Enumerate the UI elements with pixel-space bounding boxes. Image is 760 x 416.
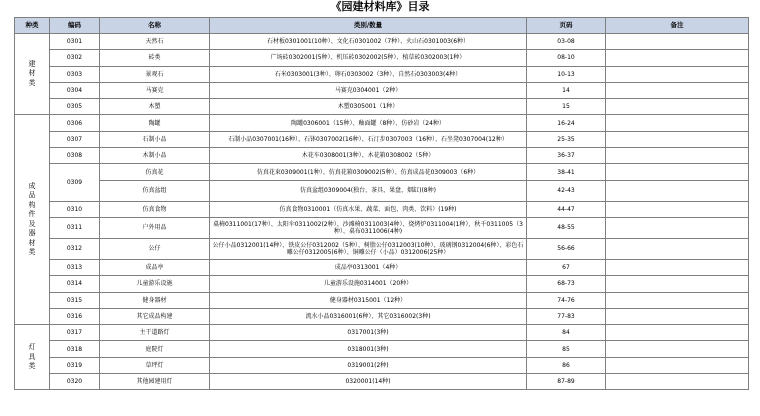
table-row xyxy=(15,292,749,308)
header-row xyxy=(15,18,749,34)
table-row xyxy=(15,131,749,147)
table-row xyxy=(15,276,749,292)
detail-cell: 桌椅0311001(17种）、太阳伞0311002(2种）、沙滩椅0311003(4种）、烧烤炉0311004(1种）、秋千0311005（3种）、桌布0311006(4种) xyxy=(210,217,527,238)
note-cell xyxy=(606,66,749,82)
header-note: 备注 xyxy=(606,18,749,34)
pages-cell: 44-47 xyxy=(527,201,606,217)
detail-cell: 0320001(14种) xyxy=(210,374,527,390)
category-char: 灯 xyxy=(28,343,36,351)
note-cell xyxy=(606,131,749,147)
table-row xyxy=(15,357,749,373)
pages-cell: 03-08 xyxy=(527,34,606,50)
note-cell xyxy=(606,99,749,115)
pages-cell: 74-76 xyxy=(527,292,606,308)
detail-cell: 石米0303001(3种）、卵石0303002（3种）、自然石0303003(4种） xyxy=(210,66,527,82)
detail-cell: 石材板0301001(10种）、文化石0301002（7种）、火山石0301003(6种） xyxy=(210,34,527,50)
code-cell: 0301 xyxy=(50,34,100,50)
code-cell: 0304 xyxy=(50,82,100,98)
pages-cell: 87-89 xyxy=(527,374,606,390)
detail-cell: 0319001(2种) xyxy=(210,357,527,373)
pages-cell: 68-73 xyxy=(527,276,606,292)
name-cell: 草坪灯 xyxy=(100,357,210,373)
category-char: 材 xyxy=(28,69,36,78)
table-row xyxy=(15,201,749,217)
code-cell: 0315 xyxy=(50,292,100,308)
category-char: 具 xyxy=(28,352,36,361)
code-cell: 0316 xyxy=(50,308,100,324)
name-cell: 健身器材 xyxy=(100,292,210,308)
note-cell xyxy=(606,201,749,217)
category-label xyxy=(17,182,47,258)
name-cell: 陶罐 xyxy=(100,115,210,131)
name-cell: 天然石 xyxy=(100,34,210,50)
detail-cell: 石制小品0307001(16种）、石钵0307002(16种）、石汀步0307003（16种）、石坐凳0307004(12种） xyxy=(210,131,527,147)
code-cell: 0308 xyxy=(50,148,100,164)
pages-cell: 16-24 xyxy=(527,115,606,131)
name-cell: 景观石 xyxy=(100,66,210,82)
pages-cell: 36-37 xyxy=(527,148,606,164)
header-detail: 类别/数量 xyxy=(210,18,527,34)
name-cell: 庭院灯 xyxy=(100,341,210,357)
name-cell: 马赛克 xyxy=(100,82,210,98)
note-cell xyxy=(606,325,749,341)
name-cell: 成品亭 xyxy=(100,259,210,275)
code-cell: 0312 xyxy=(50,238,100,259)
category-char: 及 xyxy=(28,219,36,228)
category-char: 材 xyxy=(28,238,36,247)
name-cell: 石制小品 xyxy=(100,131,210,147)
detail-cell: 0318001(3种) xyxy=(210,341,527,357)
name-cell: 仿真花 xyxy=(100,164,210,180)
name-cell: 主干道路灯 xyxy=(100,325,210,341)
pages-cell: 67 xyxy=(527,259,606,275)
table-row xyxy=(15,180,749,201)
name-cell: 其它成品构建 xyxy=(100,308,210,324)
table-row xyxy=(15,374,749,390)
pages-cell: 48-55 xyxy=(527,217,606,238)
note-cell xyxy=(606,115,749,131)
header-category: 种类 xyxy=(15,18,50,34)
catalog-table xyxy=(14,17,749,390)
category-cell xyxy=(15,34,50,115)
note-cell xyxy=(606,238,749,259)
detail-cell: 健身器材0315001（12种） xyxy=(210,292,527,308)
pages-cell: 25-35 xyxy=(527,131,606,147)
detail-cell: 儿童游乐设施0314001（20种） xyxy=(210,276,527,292)
detail-cell: 陶罐0306001（15种）、釉面罐（8种）、仿砂岩（24种） xyxy=(210,115,527,131)
category-char: 品 xyxy=(28,191,36,200)
pages-cell: 14 xyxy=(527,82,606,98)
code-cell: 0319 xyxy=(50,357,100,373)
category-char: 构 xyxy=(28,200,36,209)
note-cell xyxy=(606,82,749,98)
detail-cell: 广场砖0302001(5种）、机压砖0302002(5种）、植草砖0302003(1种） xyxy=(210,50,527,66)
code-cell: 0320 xyxy=(50,374,100,390)
detail-cell: 流水小品0316001(6种）、其它0316002(3种) xyxy=(210,308,527,324)
note-cell xyxy=(606,276,749,292)
code-cell: 0313 xyxy=(50,259,100,275)
note-cell xyxy=(606,374,749,390)
code-cell: 0310 xyxy=(50,201,100,217)
table-row xyxy=(15,341,749,357)
code-cell: 0307 xyxy=(50,131,100,147)
table-row xyxy=(15,115,749,131)
detail-cell: 马赛克0304001（2种） xyxy=(210,82,527,98)
detail-cell: 公仔小品0312001(14种）、铁皮公仔0312002（5种）、树脂公仔0312003(10种）、玻璃钢0312004(6种）、彩色石雕公仔0312005(6种）、铜雕公仔（小品）0312006(25种） xyxy=(210,238,527,259)
detail-cell: 木塑0305001（1种） xyxy=(210,99,527,115)
code-cell: 0303 xyxy=(50,66,100,82)
table-body xyxy=(15,34,749,390)
category-label xyxy=(17,343,47,372)
category-label xyxy=(17,60,47,89)
note-cell xyxy=(606,34,749,50)
table-row xyxy=(15,238,749,259)
note-cell xyxy=(606,357,749,373)
pages-cell: 42-43 xyxy=(527,180,606,201)
pages-cell: 08-10 xyxy=(527,50,606,66)
category-char: 类 xyxy=(28,78,36,87)
name-cell: 砖类 xyxy=(100,50,210,66)
detail-cell: 仿真盆组0309004(独台、茶具、果盘、烟缸)(8种) xyxy=(210,180,527,201)
name-cell: 其他园建用灯 xyxy=(100,374,210,390)
note-cell xyxy=(606,50,749,66)
detail-cell: 仿真食物0310001（仿真水果、蔬菜、面包、肉类、饮料）(19种) xyxy=(210,201,527,217)
note-cell xyxy=(606,308,749,324)
note-cell xyxy=(606,180,749,201)
category-char: 器 xyxy=(28,229,36,238)
code-cell: 0314 xyxy=(50,276,100,292)
pages-cell: 38-41 xyxy=(527,164,606,180)
category-char: 类 xyxy=(28,248,36,257)
table-row xyxy=(15,82,749,98)
table-row xyxy=(15,148,749,164)
code-cell: 0309 xyxy=(50,164,100,201)
code-cell: 0317 xyxy=(50,325,100,341)
detail-cell: 仿真花束0309001(1种）、仿真花箱0309002(5种）、仿真成品花0309003（6种） xyxy=(210,164,527,180)
pages-cell: 85 xyxy=(527,341,606,357)
header-name: 名称 xyxy=(100,18,210,34)
name-cell: 木塑 xyxy=(100,99,210,115)
category-char: 成 xyxy=(28,181,36,190)
table-row xyxy=(15,34,749,50)
note-cell xyxy=(606,341,749,357)
note-cell xyxy=(606,164,749,180)
note-cell xyxy=(606,217,749,238)
pages-cell: 10-13 xyxy=(527,66,606,82)
table-row xyxy=(15,164,749,180)
pages-cell: 84 xyxy=(527,325,606,341)
table-row xyxy=(15,259,749,275)
note-cell xyxy=(606,292,749,308)
code-cell: 0302 xyxy=(50,50,100,66)
table-row xyxy=(15,325,749,341)
table-row xyxy=(15,50,749,66)
table-row xyxy=(15,66,749,82)
pages-cell: 15 xyxy=(527,99,606,115)
header-pages: 页码 xyxy=(527,18,606,34)
detail-cell: 成品亭0313001（4种） xyxy=(210,259,527,275)
detail-cell: 木花车0308001(3种）、木花箱0308002（5种） xyxy=(210,148,527,164)
detail-cell: 0317001(3种) xyxy=(210,325,527,341)
category-cell xyxy=(15,325,50,390)
code-cell: 0306 xyxy=(50,115,100,131)
pages-cell: 56-66 xyxy=(527,238,606,259)
note-cell xyxy=(606,148,749,164)
name-cell: 公仔 xyxy=(100,238,210,259)
name-cell: 户外用品 xyxy=(100,217,210,238)
name-cell: 仿真食物 xyxy=(100,201,210,217)
code-cell: 0311 xyxy=(50,217,100,238)
category-char: 类 xyxy=(28,362,36,370)
code-cell: 0318 xyxy=(50,341,100,357)
note-cell xyxy=(606,259,749,275)
pages-cell: 77-83 xyxy=(527,308,606,324)
name-cell: 儿童游乐设施 xyxy=(100,276,210,292)
table-row xyxy=(15,99,749,115)
name-cell: 仿真盆组 xyxy=(100,180,210,201)
category-cell xyxy=(15,115,50,325)
header-code: 编码 xyxy=(50,18,100,34)
name-cell: 木制小品 xyxy=(100,148,210,164)
category-char: 建 xyxy=(28,59,36,68)
table-row xyxy=(15,217,749,238)
code-cell: 0305 xyxy=(50,99,100,115)
category-char: 件 xyxy=(28,210,36,219)
pages-cell: 86 xyxy=(527,357,606,373)
document-title: 《园建材料库》目录 xyxy=(330,0,430,13)
table-row xyxy=(15,308,749,324)
